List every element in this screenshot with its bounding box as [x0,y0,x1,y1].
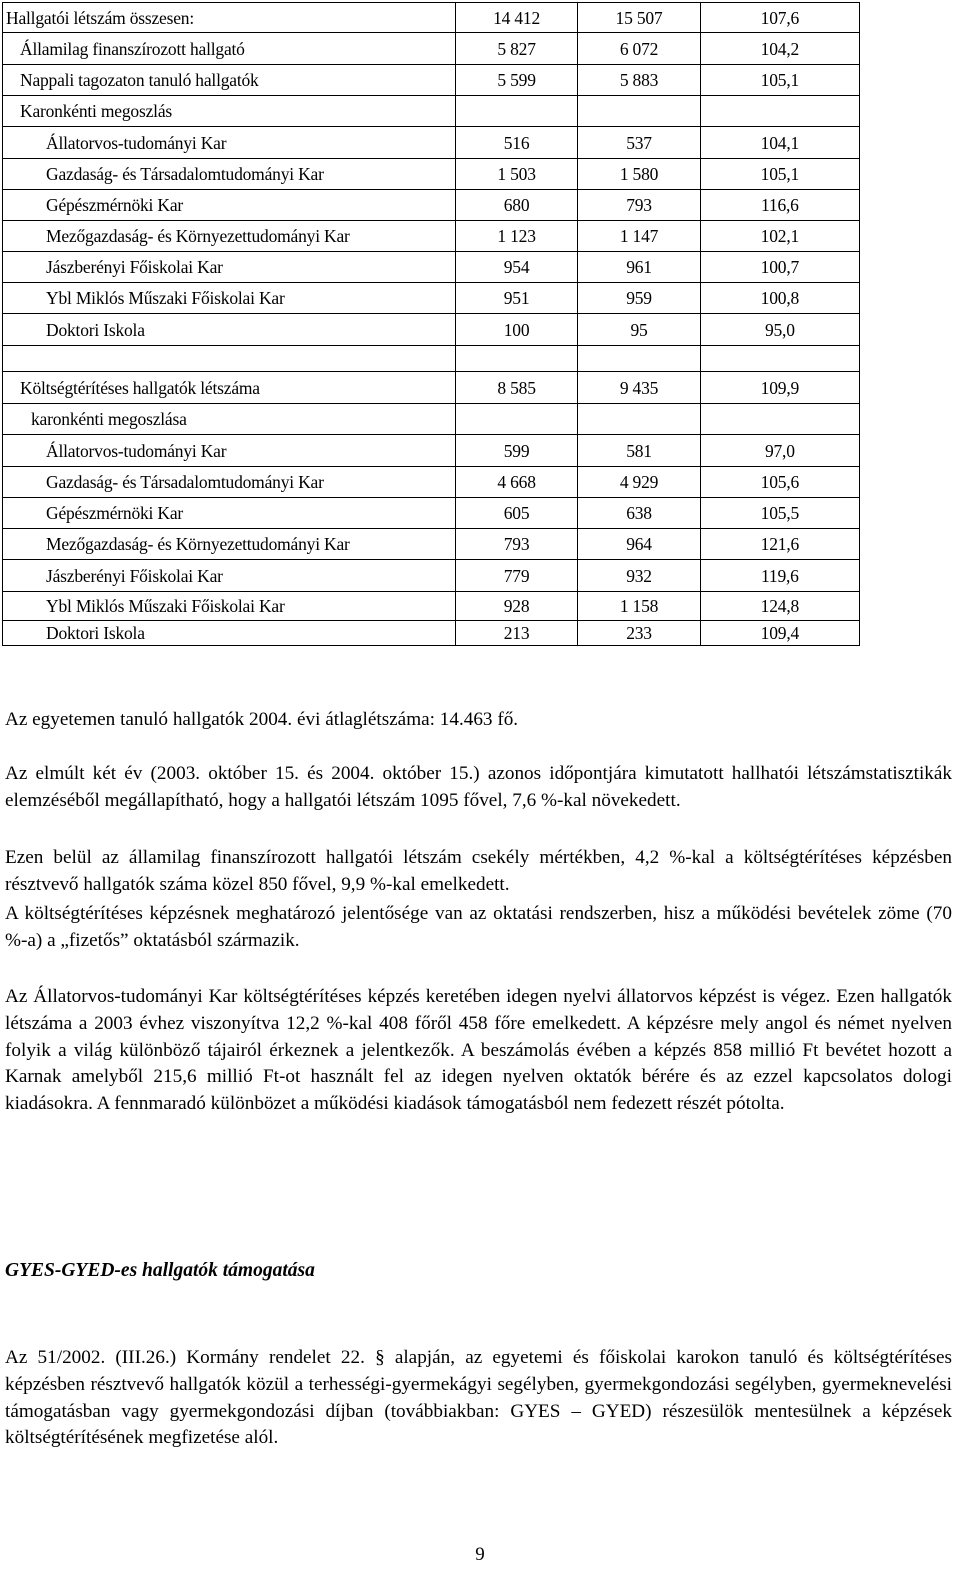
change-percent: 105,6 [700,467,859,498]
row-label: Államilag finanszírozott hallgató [3,33,456,65]
table-row [3,529,860,560]
change-percent: 109,9 [700,372,859,404]
value-2004 [578,346,700,372]
row-label: Mezőgazdaság- és Környezettudományi Kar [3,221,456,252]
row-label: Költségtérítéses hallgatók létszáma [3,372,456,404]
table-row [3,252,860,283]
row-label: Nappali tagozaton tanuló hallgatók [3,65,456,96]
change-percent [700,404,859,435]
table-row [3,592,860,621]
table-row [3,65,860,96]
table-row [3,190,860,221]
value-2004: 95 [578,314,700,346]
value-2003: 954 [455,252,577,283]
value-2004: 1 147 [578,221,700,252]
gyes-gyed-heading: GYES-GYED-es hallgatók támogatása [5,1260,315,1281]
value-2003: 599 [455,435,577,467]
row-label: Doktori Iskola [3,314,456,346]
change-percent [700,96,859,127]
row-label: Doktori Iskola [3,621,456,646]
change-percent: 124,8 [700,592,859,621]
tuition-importance-paragraph: A költségtérítéses képzésnek meghatározó jelentősége van az oktatási rendszerben, hisz a működési bevételek zöme (70 %-a) a „fizetős” oktatásból származik. [5,903,952,951]
state-funded-growth-paragraph: Ezen belül az államilag finanszírozott hallgatói létszám csekély mértékben, 4,2 %-kal a költségtérítéses képzésben résztvevő hallgatók száma közel 850 fővel, 9,9 %-kal emelkedett. [5,847,952,895]
table-row [3,283,860,314]
gyes-gyed-paragraph: Az 51/2002. (III.26.) Kormány rendelet 22. § alapján, az egyetemi és főiskolai karokon tanuló és költségtérítéses képzésben résztvevő hallgatók közül a terhességi-gyermekágyi segélyben, gyermekgondozási segélyben, gyermeknevelési támogatásban vagy gyermekgondozási díjban (továbbiakban: GYES – GYED) részesülök mentesülnek a képzések költségtérítésének megfizetése alól. [5,1347,952,1449]
row-label: Hallgatói létszám összesen: [3,3,456,33]
change-percent: 100,8 [700,283,859,314]
table-row [3,404,860,435]
value-2004: 537 [578,127,700,159]
value-2003: 1 123 [455,221,577,252]
value-2004: 638 [578,498,700,529]
table-row [3,221,860,252]
value-2004: 793 [578,190,700,221]
enrollment-growth-paragraph: Az elmúlt két év (2003. október 15. és 2004. október 15.) azonos időpontjára kimutatott hallhatói létszámstatisztikák elemzéséből megállapítható, hogy a hallgatói létszám 1095 fővel, 7,6 %-kal növekedett. [5,763,952,811]
table-row [3,498,860,529]
value-2003 [455,404,577,435]
row-label: Jászberényi Főiskolai Kar [3,252,456,283]
value-2004: 964 [578,529,700,560]
value-2003: 779 [455,560,577,592]
table-row [3,435,860,467]
page-number: 9 [475,1544,485,1565]
row-label: Gépészmérnöki Kar [3,190,456,221]
change-percent: 104,1 [700,127,859,159]
value-2004: 9 435 [578,372,700,404]
value-2004: 581 [578,435,700,467]
value-2003: 1 503 [455,159,577,190]
value-2004: 1 580 [578,159,700,190]
value-2003: 5 599 [455,65,577,96]
row-label: Mezőgazdaság- és Környezettudományi Kar [3,529,456,560]
table-row [3,560,860,592]
change-percent: 105,5 [700,498,859,529]
value-2004: 15 507 [578,3,700,33]
value-2004: 1 158 [578,592,700,621]
average-enrollment-paragraph: Az egyetemen tanuló hallgatók 2004. évi átlaglétszáma: 14.463 fő. [5,709,519,730]
value-2004: 233 [578,621,700,646]
change-percent: 95,0 [700,314,859,346]
change-percent: 109,4 [700,621,859,646]
table-row [3,346,860,372]
table-row [3,159,860,190]
change-percent: 97,0 [700,435,859,467]
change-percent: 100,7 [700,252,859,283]
value-2003 [455,346,577,372]
value-2004: 5 883 [578,65,700,96]
value-2004 [578,96,700,127]
value-2003: 605 [455,498,577,529]
change-percent: 121,6 [700,529,859,560]
value-2003: 680 [455,190,577,221]
student-statistics-table [2,2,860,646]
table-row [3,3,860,33]
change-percent: 107,6 [700,3,859,33]
table-row [3,372,860,404]
row-label: Karonkénti megoszlás [3,96,456,127]
row-label: karonkénti megoszlása [3,404,456,435]
value-2003: 100 [455,314,577,346]
change-percent: 105,1 [700,159,859,190]
value-2003: 793 [455,529,577,560]
veterinary-faculty-paragraph: Az Állatorvos-tudományi Kar költségtérítéses képzés keretében idegen nyelvi állatorvos képzést is végez. Ezen hallgatók létszáma a 2003 évhez viszonyítva 12,2 %-kal 408 főről 458 főre emelkedett. A képzésre mely angol és német nyelven folyik a világ különböző tájairól érkeznek a jelentkezők. A beszámolás évében a képzés 858 millió Ft bevétet hozott a Karnak amelyből 215,6 millió Ft-ot használt fel az idegen nyelven oktatók bérére és az ezzel kapcsolatos dologi kiadásokra. A fennmaradó különbözet a működési kiadások támogatásból nem fedezett részét pótolta. [5,986,952,1115]
table-row [3,33,860,65]
change-percent [700,346,859,372]
value-2003: 5 827 [455,33,577,65]
row-label: Jászberényi Főiskolai Kar [3,560,456,592]
value-2004: 6 072 [578,33,700,65]
row-label: Állatorvos-tudományi Kar [3,435,456,467]
value-2003: 8 585 [455,372,577,404]
change-percent: 116,6 [700,190,859,221]
change-percent: 119,6 [700,560,859,592]
value-2004 [578,404,700,435]
row-label: Gazdaság- és Társadalomtudományi Kar [3,159,456,190]
row-label: Gépészmérnöki Kar [3,498,456,529]
row-label: Ybl Miklós Műszaki Főiskolai Kar [3,283,456,314]
table-row [3,314,860,346]
row-label: Állatorvos-tudományi Kar [3,127,456,159]
statistics-table-body [3,3,860,646]
value-2003: 516 [455,127,577,159]
value-2003: 14 412 [455,3,577,33]
value-2004: 4 929 [578,467,700,498]
table-row [3,621,860,646]
change-percent: 104,2 [700,33,859,65]
value-2003: 951 [455,283,577,314]
change-percent: 105,1 [700,65,859,96]
table-row [3,127,860,159]
row-label: Gazdaság- és Társadalomtudományi Kar [3,467,456,498]
value-2004: 961 [578,252,700,283]
table-row [3,467,860,498]
value-2003: 4 668 [455,467,577,498]
change-percent: 102,1 [700,221,859,252]
table-row [3,96,860,127]
row-label: Ybl Miklós Műszaki Főiskolai Kar [3,592,456,621]
row-label [3,346,456,372]
value-2003: 213 [455,621,577,646]
value-2003 [455,96,577,127]
value-2003: 928 [455,592,577,621]
value-2004: 932 [578,560,700,592]
value-2004: 959 [578,283,700,314]
